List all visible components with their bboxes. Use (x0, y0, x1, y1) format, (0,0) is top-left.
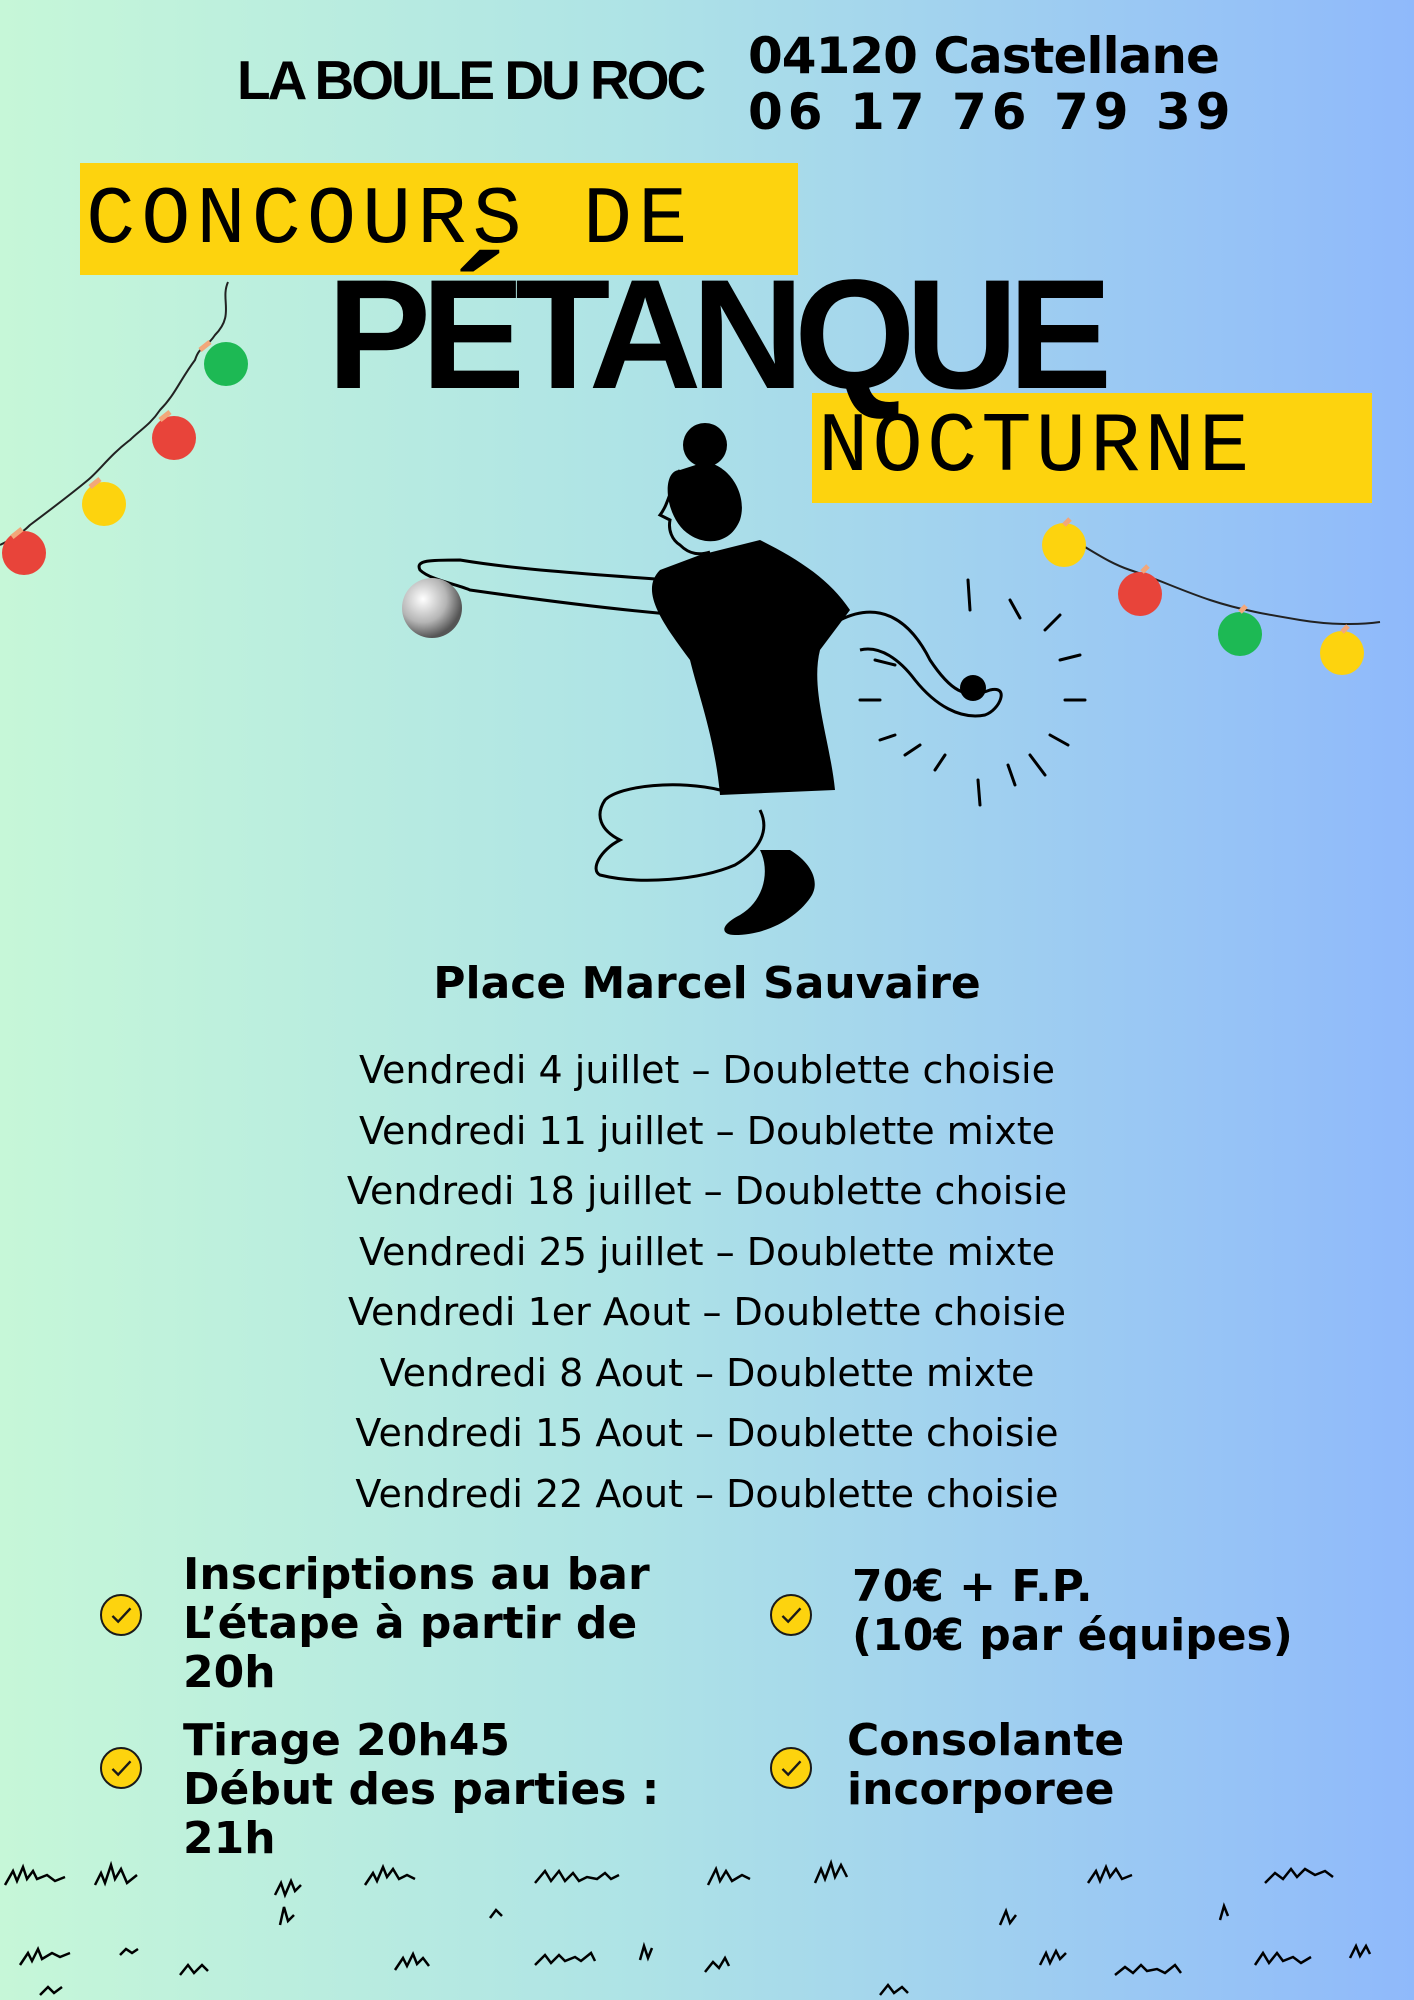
grass-decoration (5, 1863, 1370, 1995)
bulb-icon (82, 482, 126, 526)
schedule-item: Vendredi 22 Aout – Doublette choisie (355, 1471, 1059, 1516)
draw-info (183, 1716, 659, 1863)
checkmark-icon (100, 1747, 142, 1789)
draw-line: Tirage 20h45 (183, 1715, 510, 1766)
string-lights-right-icon (1042, 519, 1380, 675)
city: 04120 Castellane (748, 27, 1219, 85)
registration-line: L’étape à partir de (183, 1598, 638, 1649)
bulb-icon (1118, 572, 1162, 616)
registration-line: Inscriptions au bar (183, 1549, 650, 1600)
bulb-icon (1320, 631, 1364, 675)
schedule-item: Vendredi 15 Aout – Doublette choisie (355, 1411, 1059, 1455)
consolation-line: incorporee (847, 1764, 1115, 1815)
title-line-1: CONCOURS DE (86, 174, 694, 267)
price-info (852, 1562, 1293, 1660)
price-line: 70€ + F.P. (852, 1561, 1093, 1612)
bulb-icon (1218, 612, 1262, 656)
draw-line: Début des parties : (183, 1764, 660, 1815)
bulb-icon (2, 531, 46, 575)
schedule-item: Vendredi 8 Aout – Doublette mixte (379, 1350, 1035, 1395)
phone-number: 06 17 76 79 39 (748, 83, 1236, 141)
title-line-2: PÉTANQUE (327, 248, 1103, 422)
registration-line: 20h (183, 1647, 276, 1698)
title-line-3: NOCTURNE (818, 401, 1254, 496)
schedule-item: Vendredi 11 juillet – Doublette mixte (359, 1108, 1055, 1153)
venue-name: Place Marcel Sauvaire (433, 958, 981, 1009)
draw-line: 21h (183, 1813, 276, 1864)
petanque-player-illustration (402, 423, 1085, 935)
schedule-list (0, 1040, 1414, 1524)
bulb-icon (1042, 523, 1086, 567)
club-name: LA BOULE DU ROC (237, 49, 704, 111)
bulb-icon (152, 416, 196, 460)
checkmark-icon (770, 1594, 812, 1636)
consolation-info (847, 1716, 1124, 1814)
schedule-item: Vendredi 18 juillet – Doublette choisie (346, 1169, 1068, 1213)
price-line: (10€ par équipes) (852, 1610, 1293, 1661)
checkmark-icon (770, 1747, 812, 1789)
bulb-icon (204, 342, 248, 386)
schedule-item: Vendredi 4 juillet – Doublette choisie (359, 1048, 1055, 1092)
consolation-line: Consolante (847, 1715, 1125, 1766)
checkmark-icon (100, 1594, 142, 1636)
string-lights-left-icon (0, 282, 248, 575)
schedule-item: Vendredi 1er Aout – Doublette choisie (348, 1290, 1066, 1334)
schedule-item: Vendredi 25 juillet – Doublette mixte (359, 1229, 1055, 1274)
registration-info (183, 1550, 650, 1697)
